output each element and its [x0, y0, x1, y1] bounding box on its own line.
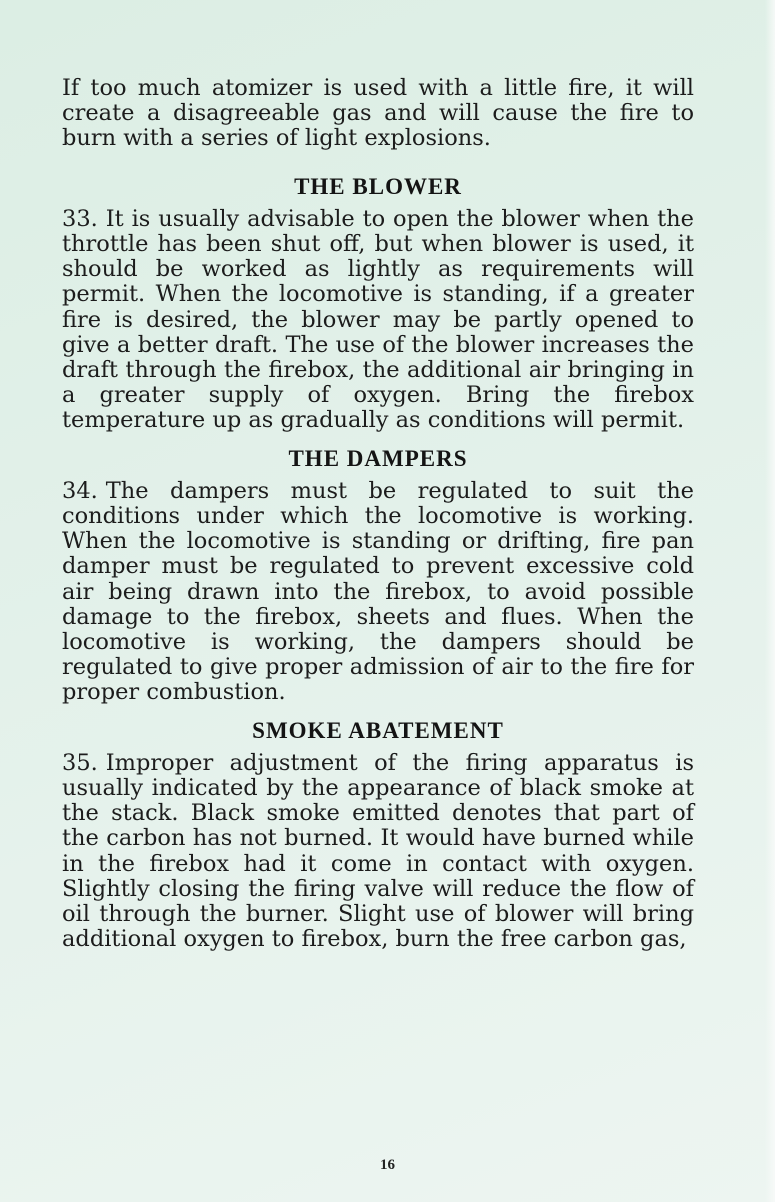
section-heading-dampers: THE DAMPERS — [288, 445, 468, 471]
paragraph-text: It is usually advisable to open the blower when the throttle has been shut off, but when blower is used, it should be worked as lightly as requirements will permit. When the locomotive is standing, if a greater fire is desired, the blower may be partly opened to give a better draft. The use of the blower increases the draft through the firebox, the additional air bringing in a greater supply of oxygen. Bring the firebox temperature up as gradually as conditions will permit. — [62, 205, 694, 434]
page-content — [62, 76, 694, 953]
section-paragraph-smoke-abatement — [62, 751, 694, 953]
section-heading-blower: THE BLOWER — [294, 173, 462, 199]
paragraph-text: Improper adjustment of the firing apparatus is usually indicated by the appearance of black smoke at the stack. Black smoke emitted denotes that part of the carbon has not burned. It would have burned while in the firebox had it come in contact with oxygen. Slightly closing the firing valve will reduce the flow of oil through the burner. Slight use of blower will bring additional oxygen to firebox, burn the free carbon gas, — [62, 749, 694, 953]
page-edge — [765, 0, 775, 1202]
section-heading-smoke-abatement: SMOKE ABATEMENT — [252, 717, 504, 743]
section-paragraph-dampers — [62, 479, 694, 706]
intro-paragraph: If too much atomizer is used with a little fire, it will create a disagreeable gas and will cause the fire to burn with a series of light explosions. — [62, 75, 694, 152]
page-number: 16 — [380, 1157, 395, 1173]
paragraph-number: 34. — [62, 477, 98, 504]
paragraph-text: The dampers must be regulated to suit the conditions under which the locomotive is working. When the locomotive is standing or drifting, fire pan damper must be regulated to prevent excessive cold air being drawn into the firebox, to avoid possible damage to the firebox, sheets and flues. When the locomotive is working, the dampers should be regulated to give proper admission of air to the fire for proper combustion. — [62, 477, 694, 706]
section-paragraph-blower — [62, 207, 694, 434]
paragraph-number: 33. — [62, 205, 98, 232]
paragraph-number: 35. — [62, 749, 98, 776]
